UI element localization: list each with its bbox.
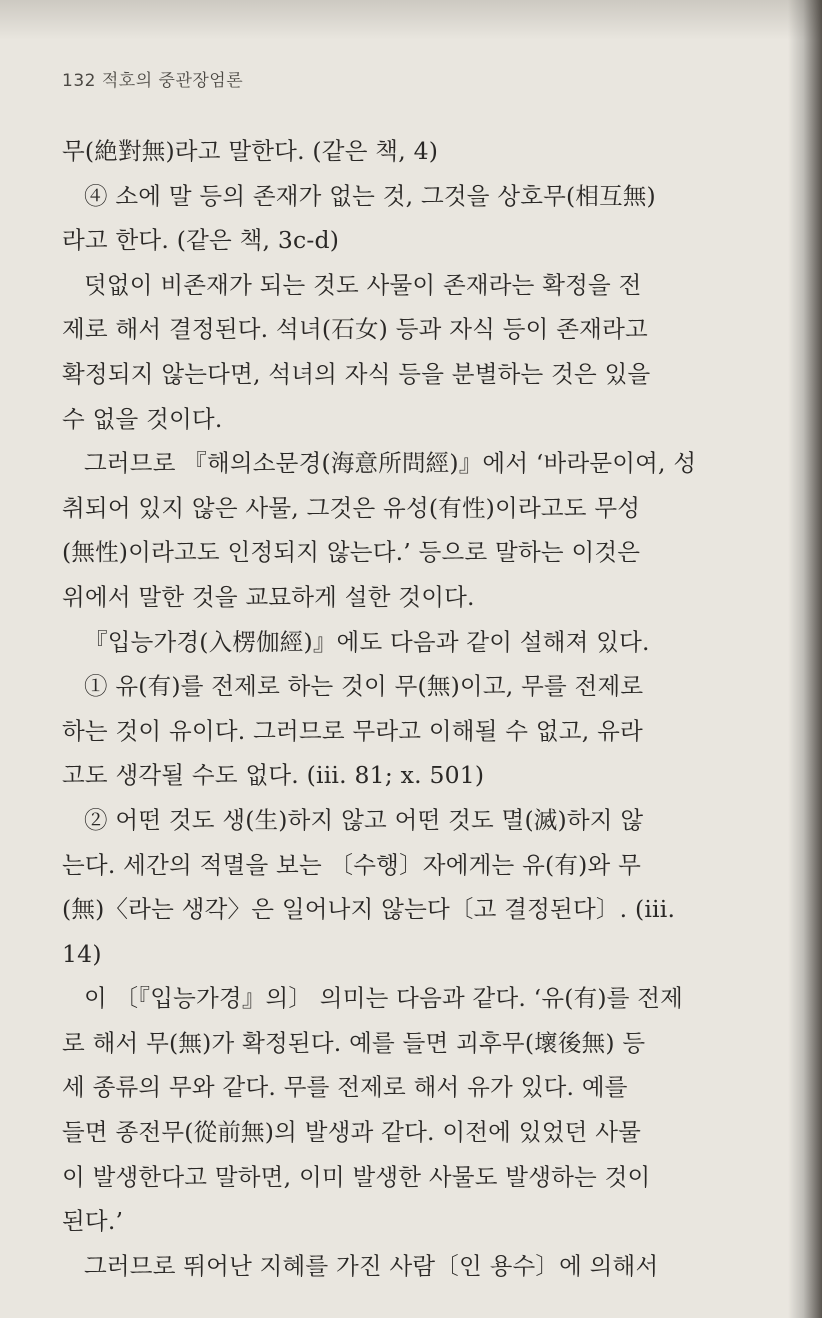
text-line: 14) [62, 939, 102, 968]
text-line: 세 종류의 무와 같다. 무를 전제로 해서 유가 있다. 예를 [62, 1073, 628, 1102]
text-line: 로 해서 무(無)가 확정된다. 예를 들면 괴후무(壞後無) 등 [62, 1028, 646, 1057]
text-line: 된다.’ [62, 1207, 124, 1236]
text-line: 제로 해서 결정된다. 석녀(石女) 등과 자식 등이 존재라고 [62, 315, 648, 344]
text-line: 확정되지 않는다면, 석녀의 자식 등을 분별하는 것은 있을 [62, 359, 651, 388]
text-line: 는다. 세간의 적멸을 보는 〔수행〕자에게는 유(有)와 무 [62, 850, 642, 879]
text-line: 들면 종전무(從前無)의 발생과 같다. 이전에 있었던 사물 [62, 1118, 642, 1147]
text-line: (無)〈라는 생각〉은 일어나지 않는다〔고 결정된다〕. (iii. [62, 895, 676, 924]
book-spine-shadow [788, 0, 822, 1318]
text-line: 덧없이 비존재가 되는 것도 사물이 존재라는 확정을 전 [84, 270, 642, 299]
text-line: ① 유(有)를 전제로 하는 것이 무(無)이고, 무를 전제로 [84, 672, 644, 701]
text-line: 이 발생한다고 말하면, 이미 발생한 사물도 발생하는 것이 [62, 1162, 651, 1191]
text-line: 이 〔『입능가경』의〕 의미는 다음과 같다. ‘유(有)를 전제 [84, 984, 684, 1013]
text-line: ④ 소에 말 등의 존재가 없는 것, 그것을 상호무(相互無) [84, 181, 656, 210]
body-text [62, 129, 762, 1288]
text-line: 취되어 있지 않은 사물, 그것은 유성(有性)이라고도 무성 [62, 493, 641, 522]
text-line: 라고 한다. (같은 책, 3c-d) [62, 226, 340, 255]
text-line: 위에서 말한 것을 교묘하게 설한 것이다. [62, 582, 475, 611]
text-line: 그러므로 『해의소문경(海意所問經)』에서 ‘바라문이여, 성 [84, 449, 697, 478]
page-top-shadow [0, 0, 822, 40]
text-line: 무(絶對無)라고 말한다. (같은 책, 4) [62, 137, 439, 165]
running-head: 132 적호의 중관장엄론 [62, 71, 244, 91]
text-line: 그러므로 뛰어난 지혜를 가진 사람〔인 용수〕에 의해서 [84, 1251, 659, 1280]
text-line: 하는 것이 유이다. 그러므로 무라고 이해될 수 없고, 유라 [62, 716, 643, 745]
text-line: (無性)이라고도 인정되지 않는다.’ 등으로 말하는 이것은 [62, 538, 641, 567]
text-line: ② 어떤 것도 생(生)하지 않고 어떤 것도 멸(滅)하지 않 [84, 805, 644, 834]
text-line: 수 없을 것이다. [62, 404, 223, 433]
text-line: 『입능가경(入楞伽經)』에도 다음과 같이 설해져 있다. [84, 627, 650, 656]
book-page [62, 66, 762, 1288]
text-line: 고도 생각될 수도 없다. (iii. 81; x. 501) [62, 761, 485, 790]
